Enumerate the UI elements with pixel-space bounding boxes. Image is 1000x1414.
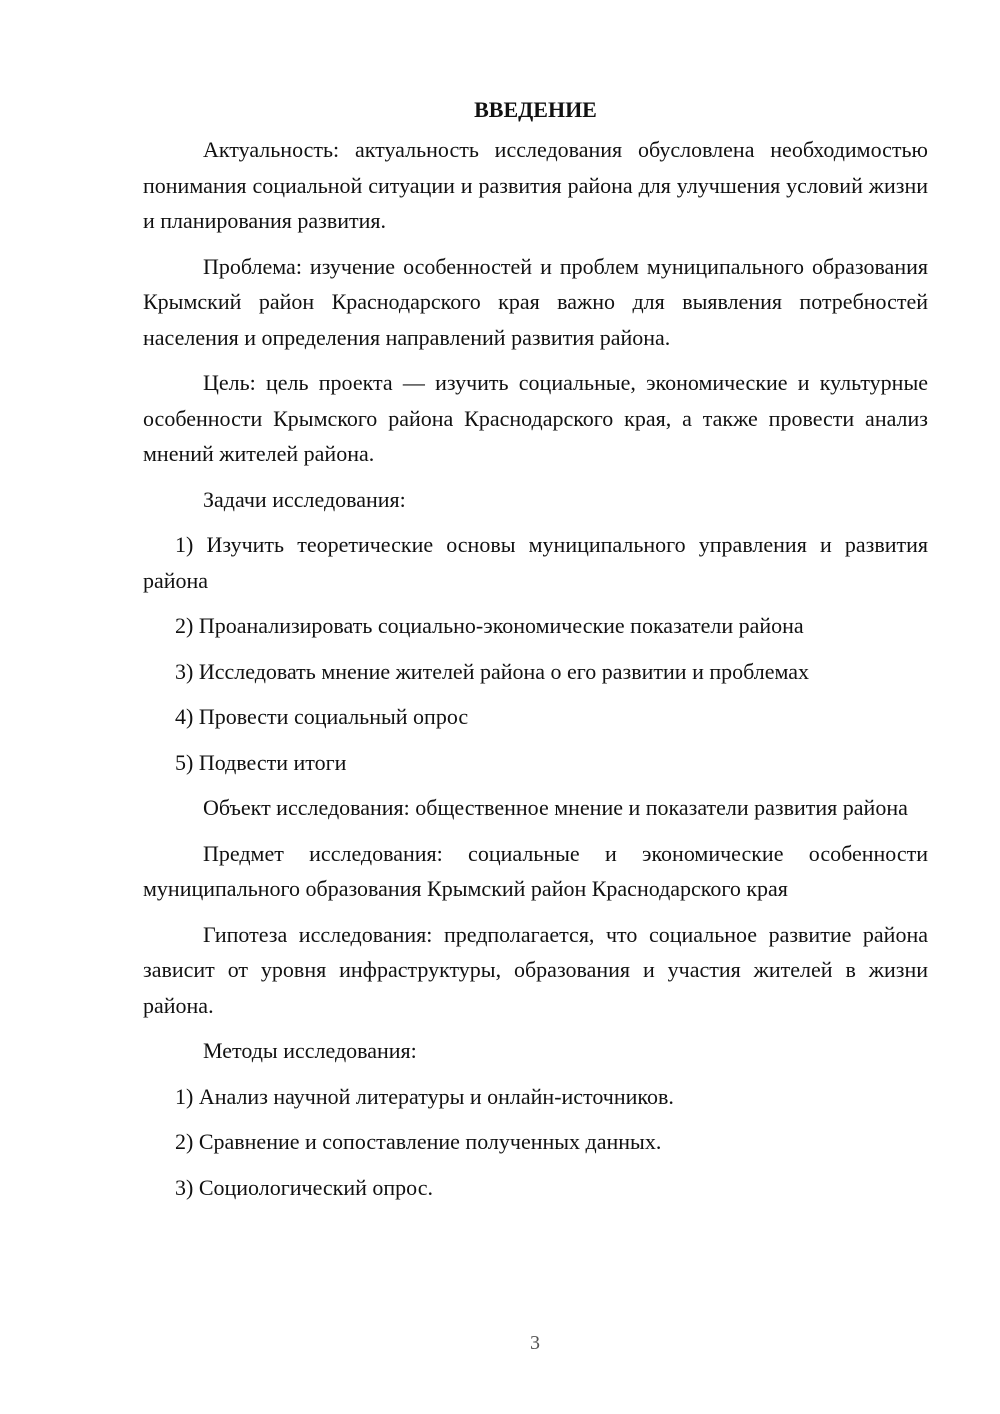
task-item: 2) Проанализировать социально-экономические показатели района [175,613,804,638]
method-item: 2) Сравнение и сопоставление полученных данных. [175,1129,662,1154]
tasks-heading: Задачи исследования: [203,486,406,512]
task-item: 1) Изучить теоретические основы муниципального управления и развития района [143,532,928,593]
methods-heading: Методы исследования: [203,1038,417,1063]
task-item: 5) Подвести итоги [175,749,347,775]
method-item: 1) Анализ научной литературы и онлайн-источников. [175,1083,674,1109]
paragraph-goal: Цель: цель проекта — изучить социальные, экономические и культурные особенности Крымского района Краснодарского края, а также провести анализ мнений жителей района. [143,370,928,466]
task-item: 3) Исследовать мнение жителей района о его развитии и проблемах [175,658,810,684]
section-title: ВВЕДЕНИЕ [474,97,597,122]
task-item: 4) Провести социальный опрос [175,704,469,729]
paragraph-hypothesis: Гипотеза исследования: предполагается, что социальное развитие района зависит от уровня инфраструктуры, образования и участия жителей в жизни района. [143,921,928,1018]
paragraph-object: Объект исследования: общественное мнение и показатели развития района [203,795,908,820]
method-item: 3) Социологический опрос. [175,1174,433,1200]
page-number: 3 [530,1332,540,1354]
paragraph-problem: Проблема: изучение особенностей и проблем муниципального образования Крымский район Краснодарского края важно для выявления потребностей населения и определения направлений развития района. [143,253,928,350]
paragraph-subject: Предмет исследования: социальные и экономические особенности муниципального образования Крымский район Краснодарского края [143,840,928,901]
document-page [143,92,928,1215]
paragraph-relevance: Актуальность: актуальность исследования обусловлена необходимостью понимания социальной ситуации и развития района для улучшения условий жизни и планирования развития. [143,137,928,233]
